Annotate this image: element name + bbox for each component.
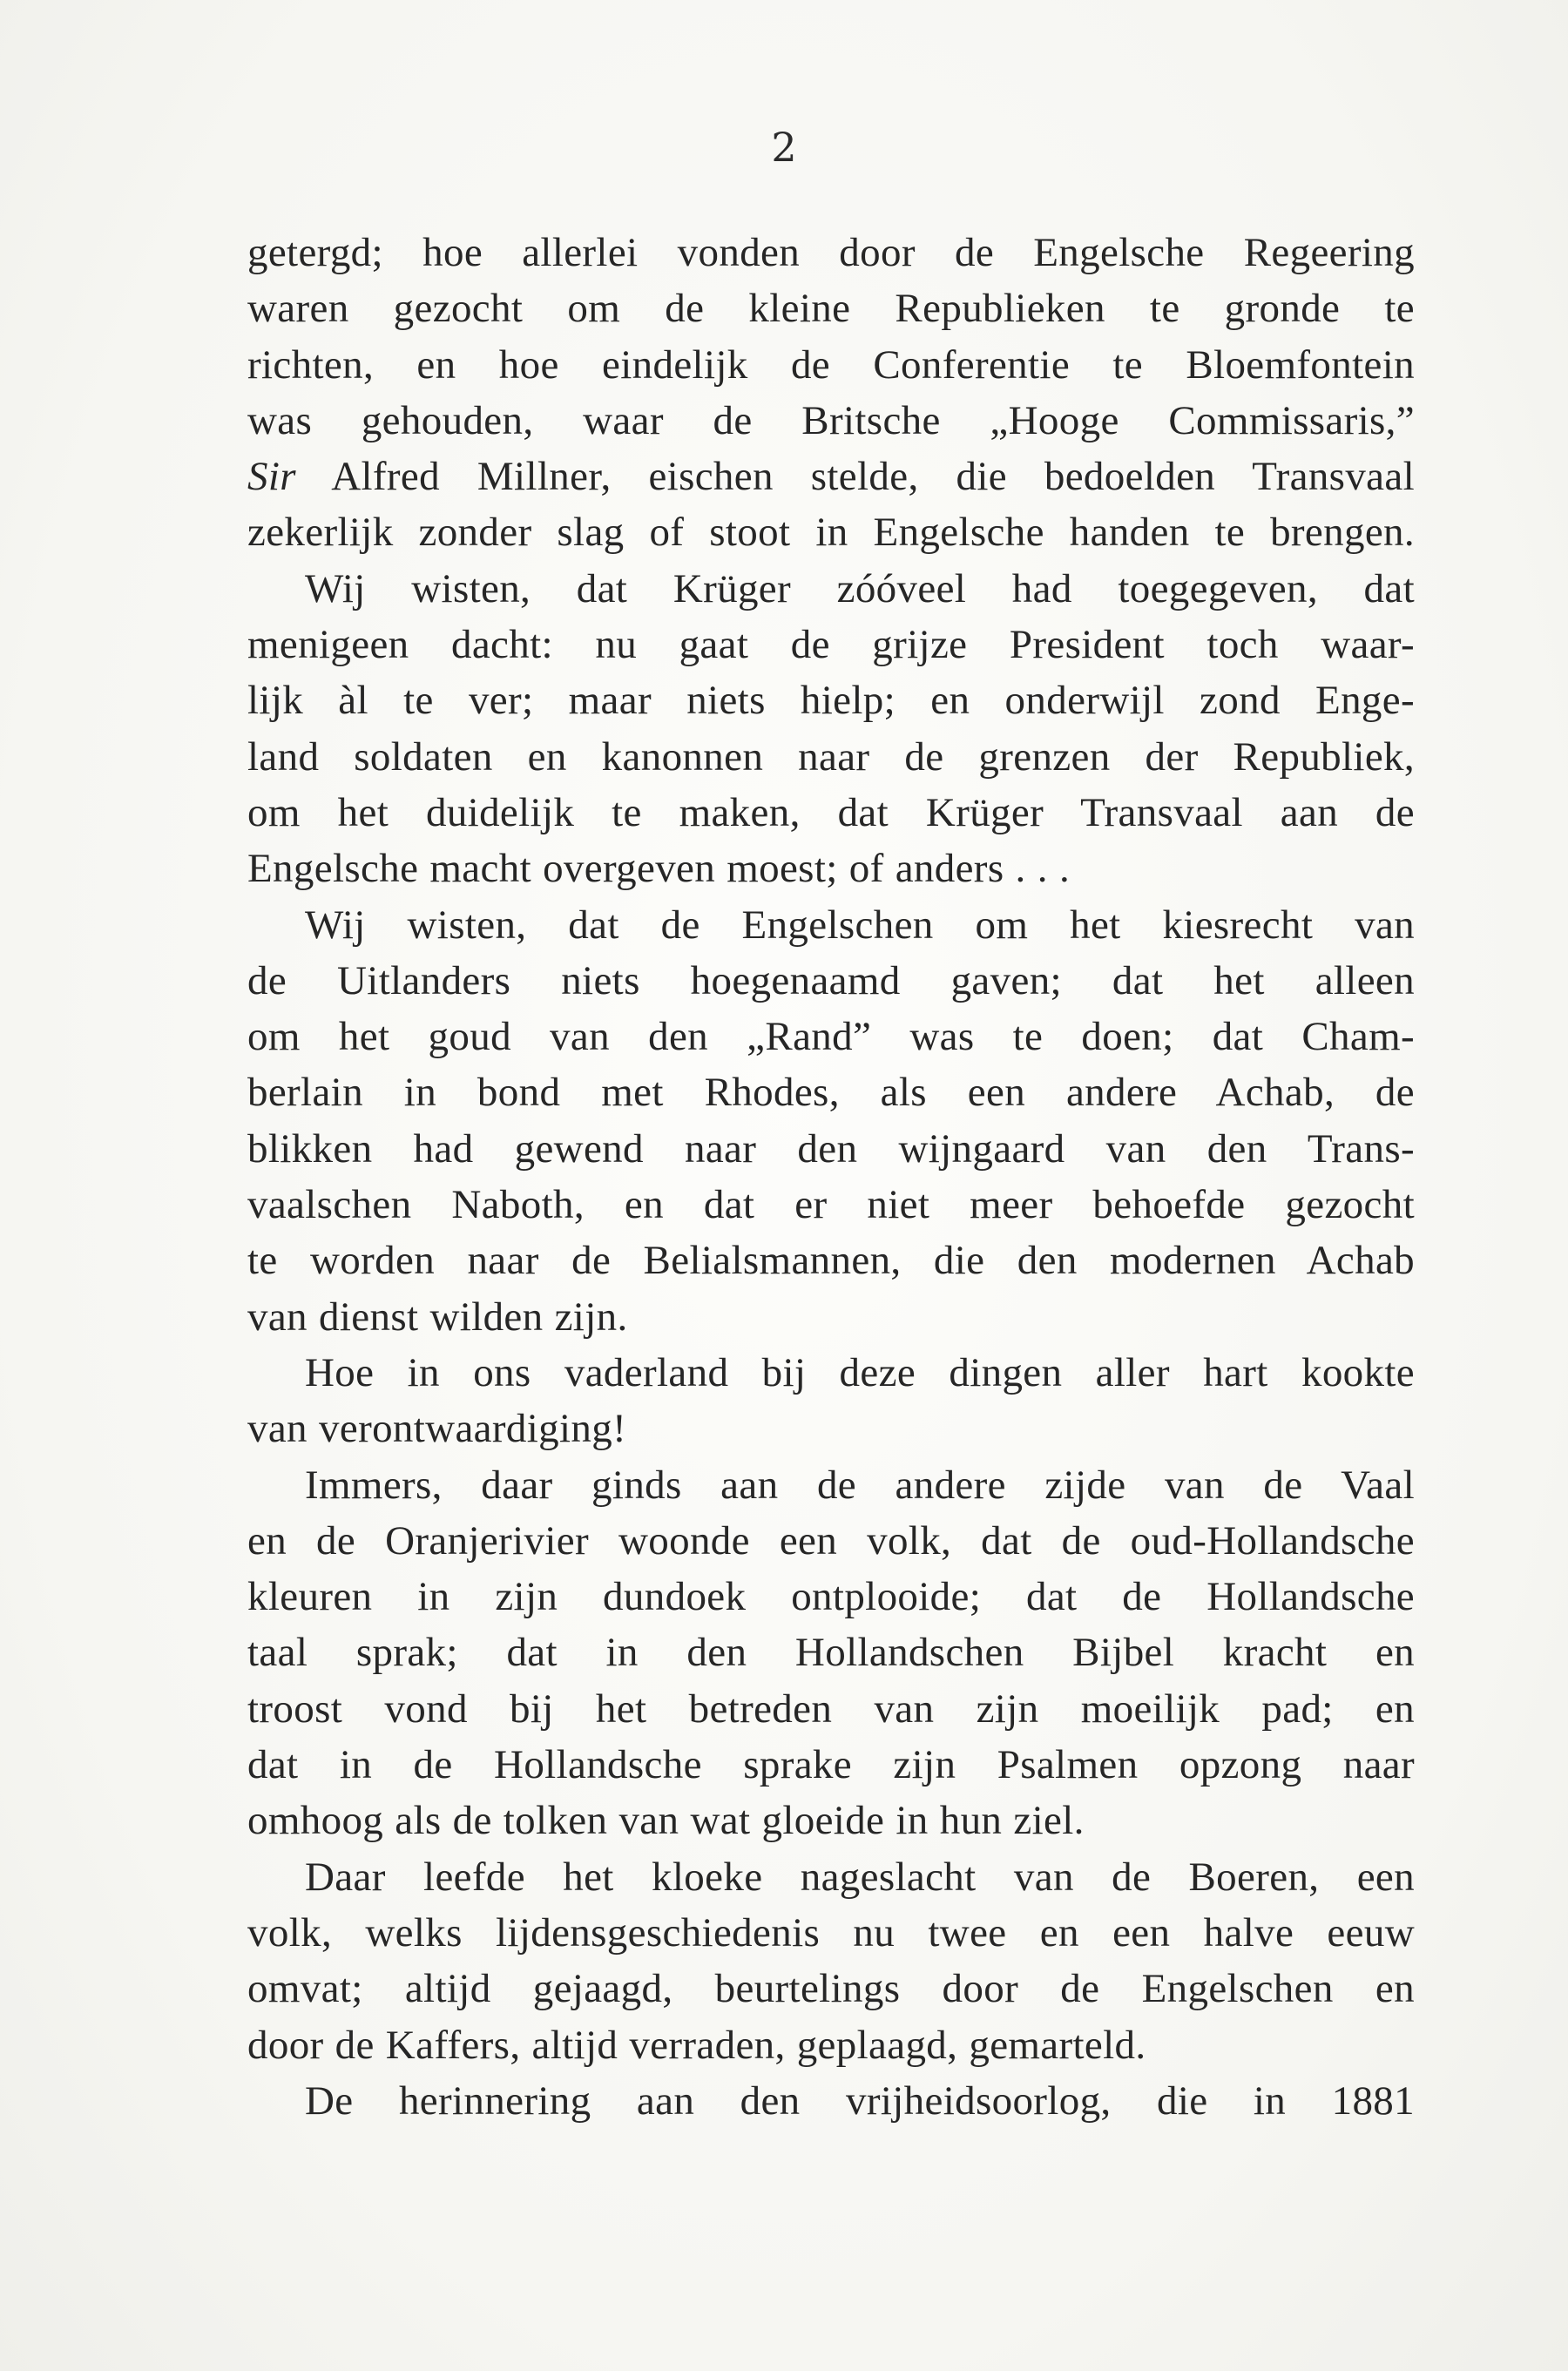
text-line: om het goud van den „Rand” was te doen; dat Cham- [247, 1014, 1415, 1060]
text-line: blikken had gewend naar den wijngaard van den Trans- [247, 1125, 1415, 1172]
text-line: omhoog als de tolken van wat gloeide in hun ziel. [247, 1798, 1085, 1844]
paragraph [247, 2073, 1415, 2129]
text-line: De herinnering aan den vrijheidsoorlog, die in 1881 [305, 2077, 1415, 2124]
text-line: en de Oranjerivier woonde een volk, dat de oud-Hollandsche [247, 1517, 1415, 1564]
paragraph [247, 1345, 1415, 1457]
text-line-rest: Alfred Millner, eischen stelde, die bedoelden Transvaal [331, 454, 1415, 500]
text-line: van verontwaardiging! [247, 1406, 627, 1452]
text-line: volk, welks lijdensgeschiedenis nu twee en een halve eeuw [247, 1909, 1415, 1956]
text-line: Wij wisten, dat Krüger zóóveel had toegegeven, dat [305, 565, 1415, 611]
text-line: Daar leefde het kloeke nageslacht van de Boeren, een [305, 1854, 1415, 1900]
text-line: Engelsche macht overgeven moest; of anders . . . [247, 846, 1071, 892]
paragraph [247, 897, 1415, 1345]
text-line: te worden naar de Belialsmannen, die den modernen Achab [247, 1238, 1415, 1284]
text-line: dat in de Hollandsche sprake zijn Psalmen opzong naar [247, 1742, 1415, 1788]
page-number: 2 [771, 124, 797, 171]
text-line: waren gezocht om de kleine Republieken te gronde te [247, 286, 1415, 332]
paragraph [247, 225, 1415, 561]
italic-title: Sir [247, 454, 296, 500]
text-line: om het duidelijk te maken, dat Krüger Transvaal aan de [247, 789, 1415, 835]
text-line: richten, en hoe eindelijk de Conferentie te Bloemfontein [247, 341, 1415, 388]
text-line: Hoe in ons vaderland bij deze dingen aller hart kookte [305, 1349, 1415, 1395]
text-line: zekerlijk zonder slag of stoot in Engelsche handen te brengen. [247, 510, 1415, 556]
text-line: Wij wisten, dat de Engelschen om het kiesrecht van [305, 902, 1415, 948]
text-line: menigeen dacht: nu gaat de grijze President toch waar- [247, 622, 1415, 668]
text-line: land soldaten en kanonnen naar de grenzen der Republiek, [247, 733, 1415, 780]
text-line: troost vond bij het betreden van zijn moeilijk pad; en [247, 1685, 1415, 1732]
text-line: berlain in bond met Rhodes, als een andere Achab, de [247, 1070, 1415, 1116]
text-line [247, 449, 1415, 504]
text-line: omvat; altijd gejaagd, beurtelings door de Engelschen en [247, 1966, 1415, 2012]
paragraph [247, 1457, 1415, 1849]
text-line: was gehouden, waar de Britsche „Hooge Commissaris,” [247, 397, 1415, 443]
text-line: de Uitlanders niets hoegenaamd gaven; dat het alleen [247, 957, 1415, 1003]
paragraph [247, 561, 1415, 897]
text-line: van dienst wilden zijn. [247, 1294, 628, 1340]
text-line: Immers, daar ginds aan de andere zijde van de Vaal [305, 1462, 1415, 1508]
text-line: taal sprak; dat in den Hollandschen Bijbel kracht en [247, 1630, 1415, 1676]
text-line: door de Kaffers, altijd verraden, geplaagd, gemarteld. [247, 2022, 1146, 2068]
text-line: vaalschen Naboth, en dat er niet meer behoefde gezocht [247, 1182, 1415, 1228]
text-line: kleuren in zijn dundoek ontplooide; dat de Hollandsche [247, 1574, 1415, 1620]
body-text [247, 225, 1415, 2129]
paragraph [247, 1849, 1415, 2073]
text-line: getergd; hoe allerlei vonden door de Engelsche Regeering [247, 230, 1415, 275]
text-line: lijk àl te ver; maar niets hielp; en onderwijl zond Enge- [247, 678, 1415, 724]
